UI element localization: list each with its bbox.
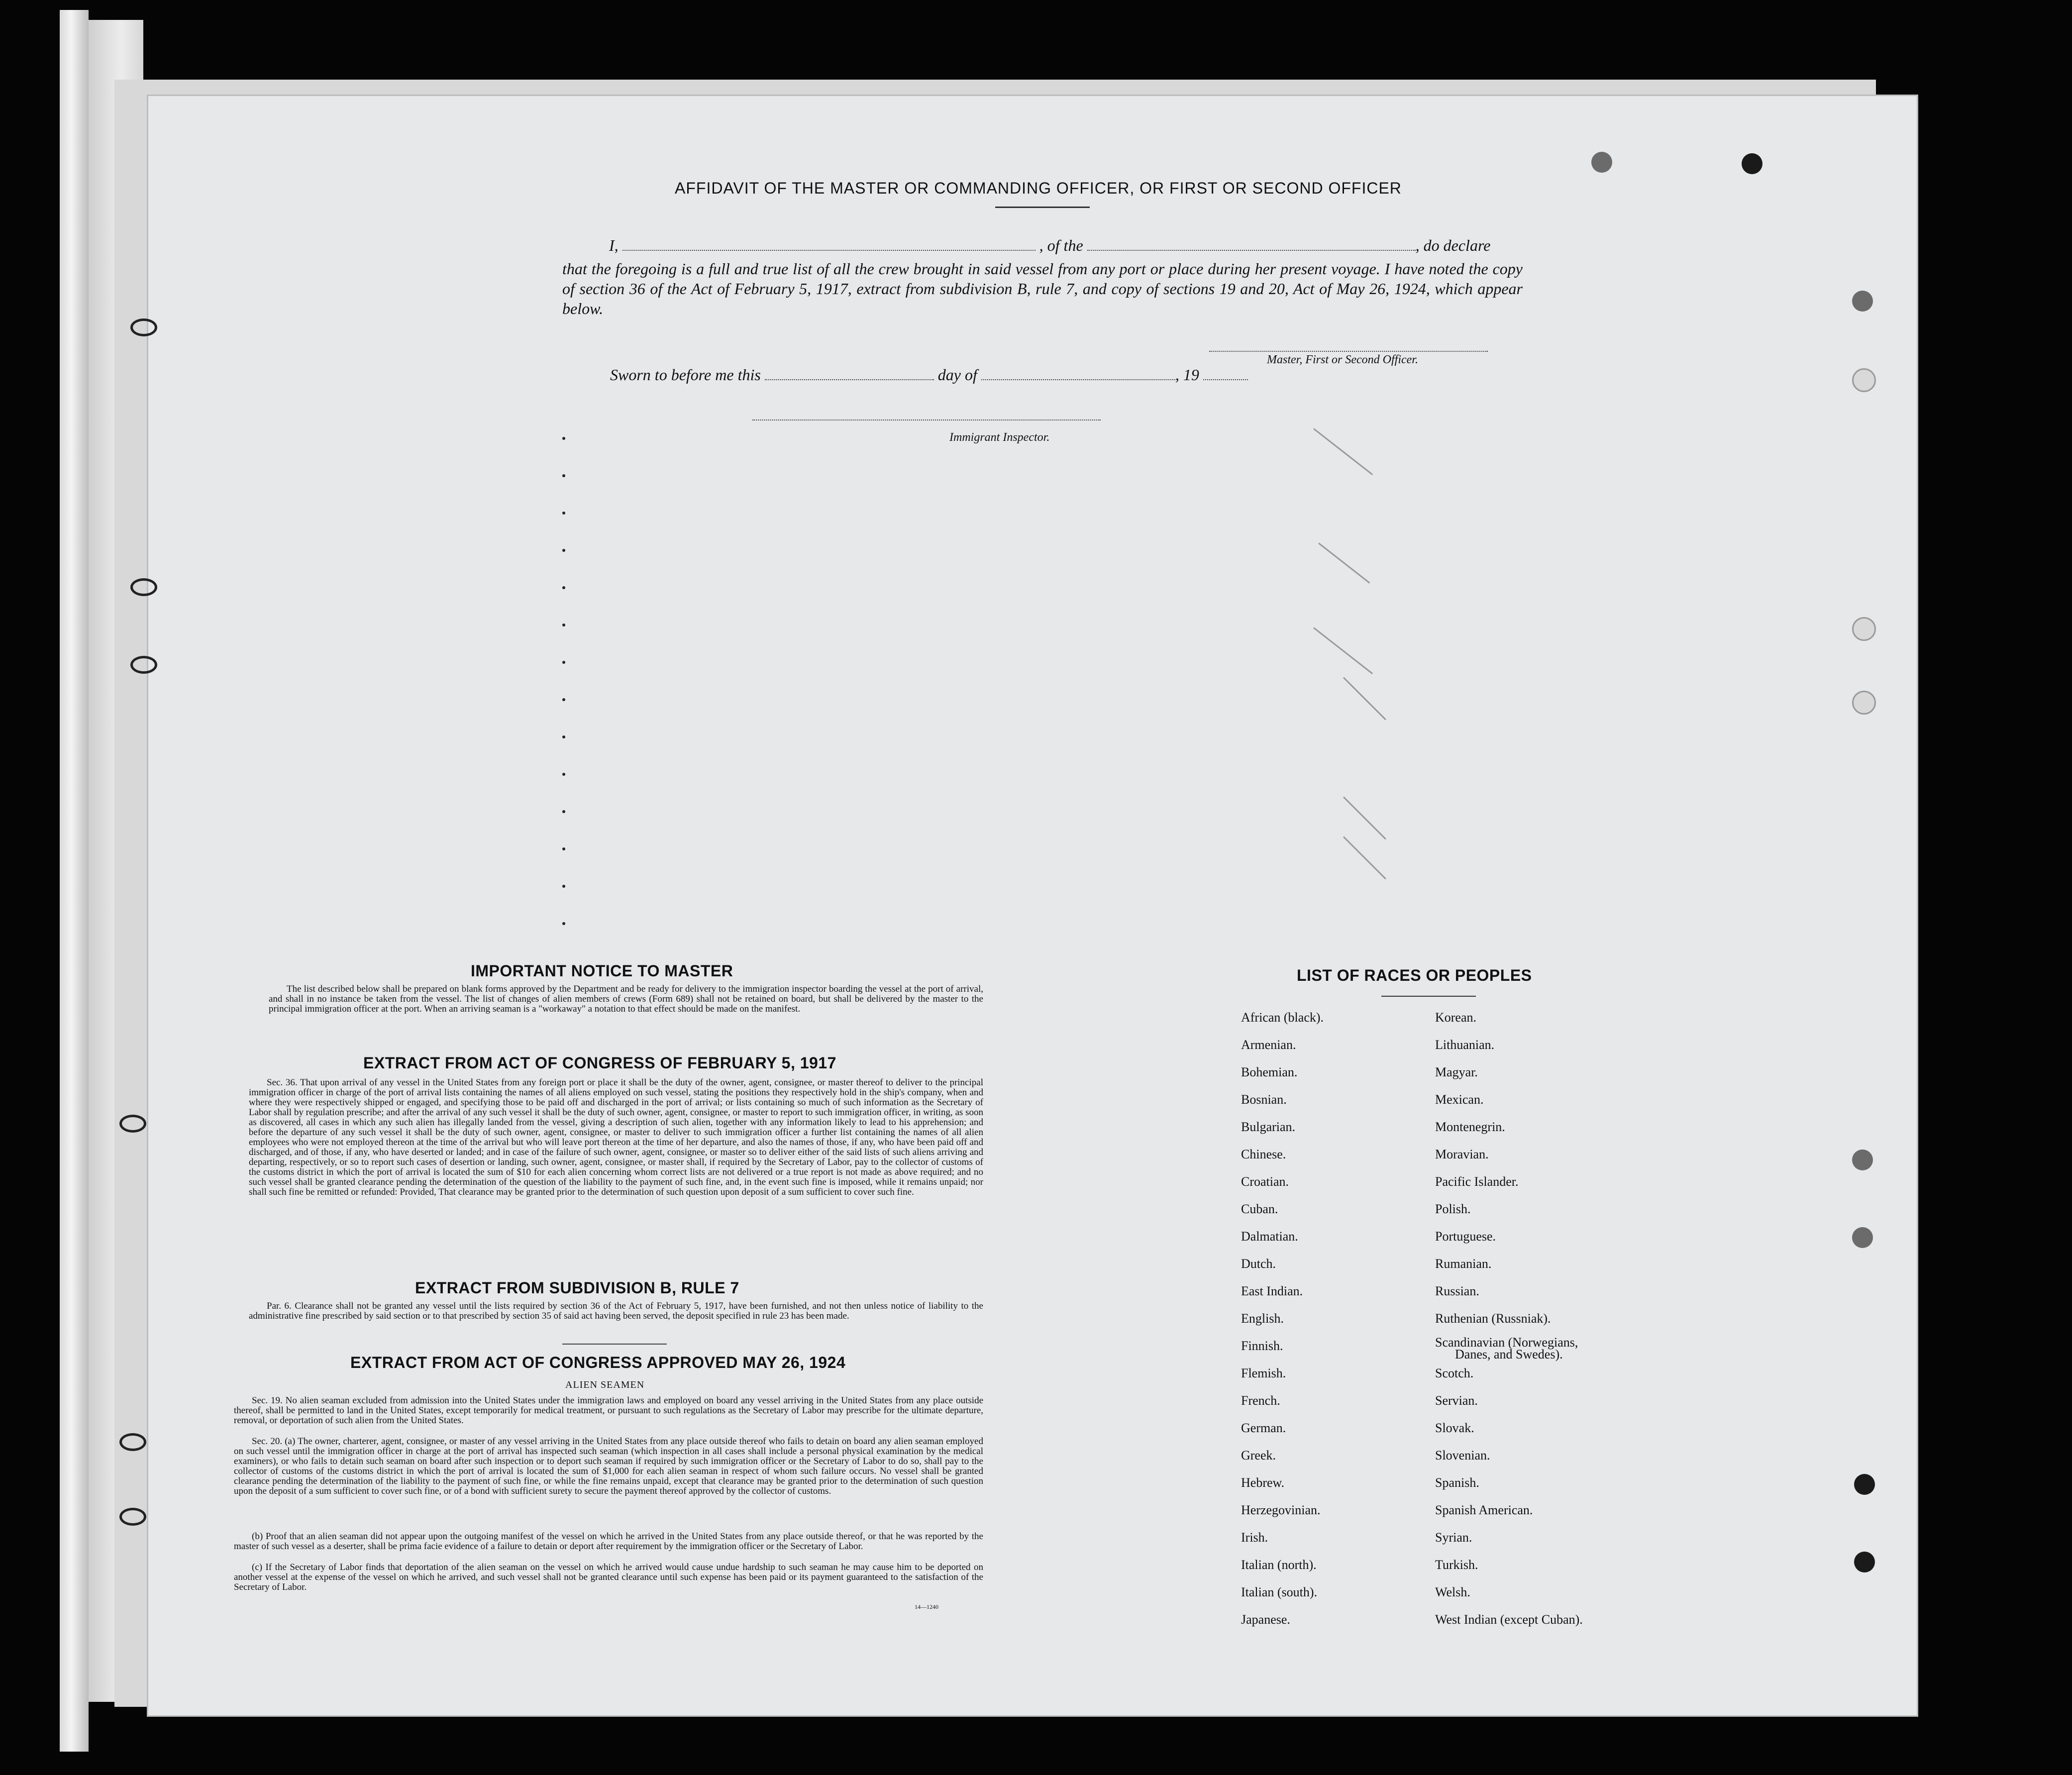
punch-hole-icon bbox=[1852, 1227, 1873, 1248]
race-item: Scotch. bbox=[1435, 1366, 1474, 1380]
extract-1917-body: That upon arrival of any vessel in the United States from any foreign port or place it shall be the duty of the owner, agent, consignee, or master thereof to deliver to the principal immigration officer in charge of the port of arrival lists containing the names of all aliens employed on such vessel, stating the positions they respectively hold in the ship's company, when and where they were respectively shipped or engaged, and specifying those to be paid off and discharged in the port of arrival; or lists containing so much of such information as the Secretary of Labor shall by regulation prescribe; and after the arrival of any such vessel it shall be the duty of such owner, agent, consignee, or master to report to such immigration officer, in writing, as soon as discovered, all cases in which any such alien has illegally landed from the vessel, giving a description of such alien, together with any information likely to lead to his apprehension; and before the departure of any such vessel it shall be the duty of such owner, agent, consignee, or master to deliver to such immigration officer a further list containing the names of all alien employees who were not employed thereon at the time of the arrival but who will leave port thereon at the time of her departure, and also the names of those, if any, who have been paid off and discharged, and of those, if any, who have deserted or landed; and in case of the failure of such owner, agent, consignee, or master so to deliver either of the said lists of such aliens arriving and departing, respectively, or so to report such cases of desertion or landing, such owner, agent, consignee, or master shall, if required by the Secretary of Labor, pay to the collector of customs of the customs district in which the port of arrival is located the sum of $10 for each alien concerning whom correct lists are not delivered or a true report is not made as above required; and no such vessel shall be granted clearance pending the determination of the question of the liability to the payment of such fine, and, in the event such fine is imposed, while it remains unpaid; nor shall such fine be remitted or refunded: Provided, That clearance may be granted prior to the determination of such question upon deposit of a sum sufficient to cover such fine. bbox=[249, 1077, 983, 1197]
sworn-line bbox=[610, 366, 1248, 384]
master-name-field[interactable] bbox=[622, 237, 1036, 251]
i-label: I, bbox=[609, 236, 619, 254]
race-item: Flemish. bbox=[1241, 1366, 1286, 1380]
race-item: Dutch. bbox=[1241, 1256, 1276, 1271]
race-item: Rumanian. bbox=[1435, 1256, 1492, 1271]
race-item: Moravian. bbox=[1435, 1147, 1489, 1161]
extract-1924-sec20a: Sec. 20. (a) The owner, charterer, agent, consignee, or master of any vessel arriving in the United States from any place outside thereof who fails to detain on board any alien seaman employed on such vessel until the immigration officer in charge at the port of arrival has inspected such seaman (which inspection in all cases shall include a personal physical examination by the medical examiners), or who fails to detain such seaman on board after such inspection or to deport such seaman if required by such immigration officer or the Secretary of Labor to do so, shall pay to the collector of customs of the customs district in which the port of arrival is located the sum of $1,000 for each alien seaman in respect of whom such failure occurs. No vessel shall be granted clearance pending the determination of the liability to the payment of such fine, or while the fine remains unpaid, except that clearance may be granted prior to the determination of such question upon the deposit of a sum sufficient to cover such fine, or of a bond with sufficient surety to secure the payment thereof approved by the collector of customs. bbox=[234, 1436, 983, 1496]
race-item: Croatian. bbox=[1241, 1174, 1289, 1189]
column-mark bbox=[562, 437, 565, 440]
race-item: German. bbox=[1241, 1421, 1286, 1435]
race-item: Italian (south). bbox=[1241, 1585, 1318, 1599]
extract-1924-sec19: Sec. 19. No alien seaman excluded from admission into the United States under the immigration laws and employed on board any vessel arriving in the United States from any place outside thereof, shall be permitted to land in the United States, except temporarily for medical treatment, or pursuant to such regulations as the Secretary of Labor may prescribe for the ultimate departure, removal, or deportation of such alien from the United States. bbox=[234, 1395, 983, 1426]
race-item: Dalmatian. bbox=[1241, 1229, 1298, 1244]
race-item: Lithuanian. bbox=[1435, 1038, 1495, 1052]
race-item: Cuban. bbox=[1241, 1202, 1278, 1216]
column-mark bbox=[562, 885, 565, 888]
inspector-caption: Immigrant Inspector. bbox=[949, 431, 1050, 444]
race-item: Montenegrin. bbox=[1435, 1120, 1505, 1134]
year-label: , 19 bbox=[1175, 366, 1199, 384]
race-item: Mexican. bbox=[1435, 1092, 1484, 1107]
race-item: Ruthenian (Russniak). bbox=[1435, 1311, 1551, 1326]
notice-text: The list described below shall be prepared on blank forms approved by the Department and be ready for delivery to the immigration inspector boarding the vessel at the port of arrival, and shall in no instance be taken from the vessel. The list of changes of alien members of crews (Form 689) shall not be retained on board, but shall be delivered by the master to the principal immigration officer at the port. When an arriving seaman is a "workaway" a notation to that effect should be made on the manifest. bbox=[269, 984, 983, 1014]
extract-1917-text bbox=[249, 1078, 983, 1197]
race-item: Armenian. bbox=[1241, 1038, 1296, 1052]
do-declare-label: , do declare bbox=[1415, 236, 1491, 254]
race-item: Spanish. bbox=[1435, 1475, 1479, 1490]
extract-1924-sec20c: (c) If the Secretary of Labor finds that deportation of the alien seaman on the vessel on which he arrived would cause undue hardship to such seaman he may cause him to be deported on another vessel at the expense of the vessel on which he arrived, and such vessel shall not be granted clearance until such expense has been paid or its payment guaranteed to the satisfaction of the Secretary of Labor. bbox=[234, 1562, 983, 1592]
race-item: Pacific Islander. bbox=[1435, 1174, 1519, 1189]
race-item: Herzegovinian. bbox=[1241, 1503, 1321, 1517]
punch-hole-icon bbox=[1852, 1149, 1873, 1170]
race-item: Bulgarian. bbox=[1241, 1120, 1296, 1134]
signature-caption: Master, First or Second Officer. bbox=[1267, 353, 1418, 366]
rule7-text: Par. 6. Clearance shall not be granted any vessel until the lists required by section 36 of the Act of February 5, 1917, have been furnished, and not then unless notice of liability to the administrative fine prescribed by said section or to that prescribed by section 35 of said act having been served, the deposit specified in rule 23 has been made. bbox=[249, 1301, 983, 1321]
sworn-month-field[interactable] bbox=[981, 366, 1175, 380]
form-number: 14—1240 bbox=[915, 1603, 938, 1610]
day-of-label: day of bbox=[937, 366, 977, 384]
punch-hole-icon bbox=[1854, 1474, 1875, 1495]
column-mark bbox=[562, 735, 565, 738]
binder-ring-icon bbox=[119, 1433, 146, 1451]
of-the-label: , of the bbox=[1039, 236, 1083, 254]
punch-hole-icon bbox=[1591, 152, 1612, 173]
race-item: Servian. bbox=[1435, 1393, 1478, 1408]
race-item: Italian (north). bbox=[1241, 1558, 1317, 1572]
extract-1924-title: EXTRACT FROM ACT OF CONGRESS APPROVED MAY 26, 1924 bbox=[350, 1354, 846, 1371]
race-item: Bosnian. bbox=[1241, 1092, 1287, 1107]
affidavit-title-rule bbox=[995, 207, 1090, 208]
affidavit-declaration-line bbox=[609, 236, 1490, 255]
column-mark bbox=[562, 661, 565, 664]
column-mark bbox=[562, 698, 565, 701]
sworn-day-field[interactable] bbox=[765, 366, 934, 380]
punch-hole-icon bbox=[1852, 368, 1876, 392]
race-item: African (black). bbox=[1241, 1010, 1324, 1025]
race-item: Slovak. bbox=[1435, 1421, 1474, 1435]
race-item: Syrian. bbox=[1435, 1530, 1472, 1545]
column-mark bbox=[562, 549, 565, 552]
race-item: East Indian. bbox=[1241, 1284, 1303, 1298]
extract-1924-sec20b: (b) Proof that an alien seaman did not appear upon the outgoing manifest of the vessel on which he arrived in the United States from any place outside thereof, or that he was reported by the master of such vessel as a deserter, shall be prima facie evidence of a failure to detain or deport after requirement by the immigration officer or the Secretary of Labor. bbox=[234, 1531, 983, 1552]
rule7-divider bbox=[562, 1344, 667, 1345]
binder-ring-icon bbox=[130, 318, 157, 336]
punch-hole-icon bbox=[1852, 617, 1876, 641]
race-item-continuation: Danes, and Swedes). bbox=[1455, 1347, 1563, 1361]
column-mark bbox=[562, 847, 565, 850]
binder-ring-icon bbox=[130, 656, 157, 674]
race-item: English. bbox=[1241, 1311, 1284, 1326]
punch-hole-icon bbox=[1852, 691, 1876, 715]
rule7-title: EXTRACT FROM SUBDIVISION B, RULE 7 bbox=[415, 1279, 739, 1297]
column-mark bbox=[562, 810, 565, 813]
race-item: Scandinavian (Norwegians, bbox=[1435, 1335, 1578, 1350]
races-right-column bbox=[1435, 1010, 1583, 1640]
binder-ring-icon bbox=[119, 1115, 146, 1133]
race-item: Russian. bbox=[1435, 1284, 1479, 1298]
race-item: West Indian (except Cuban). bbox=[1435, 1612, 1583, 1627]
race-item: Finnish. bbox=[1241, 1339, 1283, 1353]
race-item: Korean. bbox=[1435, 1010, 1477, 1025]
race-item: Turkish. bbox=[1435, 1558, 1478, 1572]
race-item: Irish. bbox=[1241, 1530, 1268, 1545]
notice-title: IMPORTANT NOTICE TO MASTER bbox=[471, 962, 733, 980]
column-mark bbox=[562, 586, 565, 589]
binder-ring-icon bbox=[119, 1508, 146, 1526]
extract-1917-section: Sec. 36. bbox=[267, 1077, 298, 1088]
race-item: Japanese. bbox=[1241, 1612, 1290, 1627]
vessel-name-field[interactable] bbox=[1087, 237, 1416, 251]
races-title: LIST OF RACES OR PEOPLES bbox=[1297, 966, 1532, 984]
races-left-column bbox=[1241, 1010, 1324, 1640]
race-item: Bohemian. bbox=[1241, 1065, 1298, 1079]
column-mark bbox=[562, 773, 565, 776]
sworn-label: Sworn to before me this bbox=[610, 366, 761, 384]
race-item: Portuguese. bbox=[1435, 1229, 1496, 1244]
affidavit-title: AFFIDAVIT OF THE MASTER OR COMMANDING OFFICER, OR FIRST OR SECOND OFFICER bbox=[675, 179, 1402, 197]
column-mark bbox=[562, 474, 565, 477]
race-item: Hebrew. bbox=[1241, 1475, 1285, 1490]
punch-hole-icon bbox=[1852, 291, 1873, 312]
extract-1924-subtitle: ALIEN SEAMEN bbox=[565, 1379, 645, 1390]
race-item: French. bbox=[1241, 1393, 1280, 1408]
page-edge-strip bbox=[60, 10, 89, 1752]
binder-ring-icon bbox=[130, 578, 157, 596]
punch-hole-icon bbox=[1854, 1552, 1875, 1572]
affidavit-body: that the foregoing is a full and true list of all the crew brought in said vessel from any port or place during her present voyage. I have noted the copy of section 36 of the Act of February 5, 1917, extract from subdivision B, rule 7, and copy of sections 19 and 20, Act of May 26, 1924, which appear below. bbox=[562, 260, 1523, 317]
race-item: Chinese. bbox=[1241, 1147, 1286, 1161]
punch-hole-icon bbox=[1742, 153, 1762, 174]
extract-1917-title: EXTRACT FROM ACT OF CONGRESS OF FEBRUARY 5, 1917 bbox=[363, 1054, 836, 1072]
inspector-signature-line[interactable] bbox=[752, 419, 1101, 420]
column-mark bbox=[562, 512, 565, 515]
signature-line[interactable] bbox=[1209, 351, 1488, 352]
column-mark bbox=[562, 624, 565, 626]
race-item-multiline bbox=[1435, 1337, 1583, 1364]
race-item: Polish. bbox=[1435, 1202, 1471, 1216]
race-item: Welsh. bbox=[1435, 1585, 1470, 1599]
column-mark bbox=[562, 922, 565, 925]
race-item: Slovenian. bbox=[1435, 1448, 1490, 1462]
race-item: Magyar. bbox=[1435, 1065, 1478, 1079]
race-item: Spanish American. bbox=[1435, 1503, 1533, 1517]
race-item: Greek. bbox=[1241, 1448, 1276, 1462]
sworn-year-field[interactable] bbox=[1203, 366, 1248, 380]
races-title-rule bbox=[1381, 996, 1476, 997]
